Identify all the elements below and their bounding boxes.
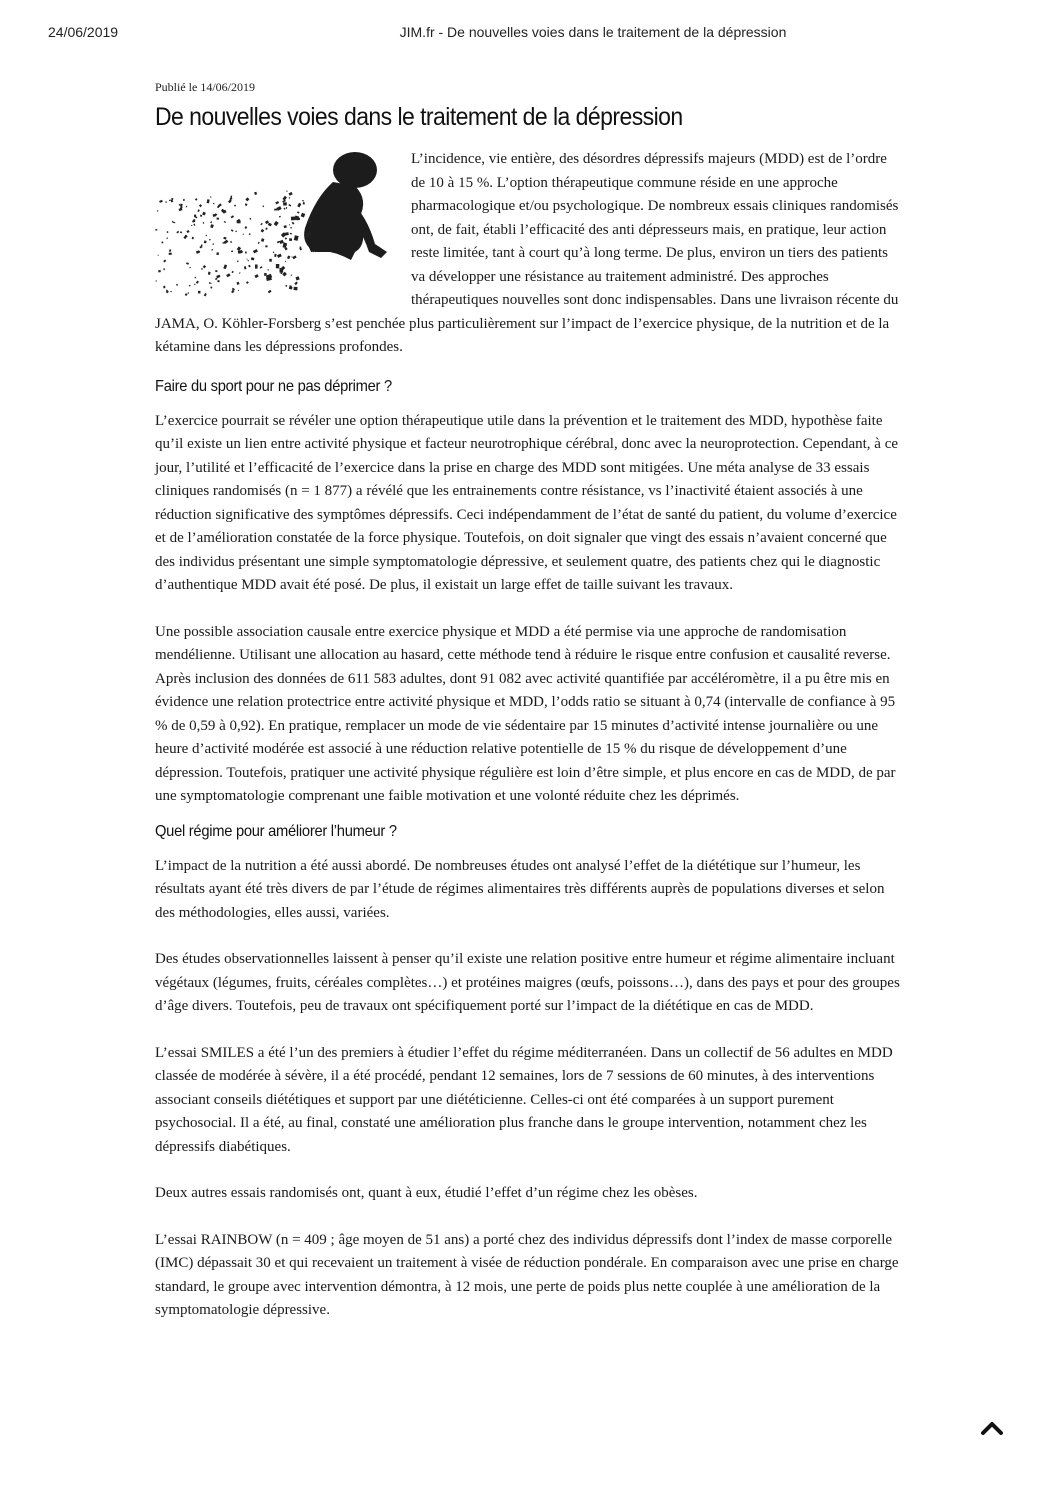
dissolve-particles — [155, 191, 314, 297]
person-silhouette — [304, 152, 387, 260]
section-diet-paragraph-2: Des études observationnelles laissent à penser qu’il existe une relation positive entre humeur et régime alimentaire incluant végétaux (légumes, fruits, céréales complètes…) et protéines maigres (œufs, poissons…), dans des pays et pour des groupes d’âge divers. Toutefois, peu de travaux ont spécifiquement porté sur l’impact de la diététique en cas de MDD. — [155, 951, 900, 1014]
dissolving-person-illustration — [155, 148, 395, 298]
article-intro — [155, 148, 903, 360]
scroll-to-top-button[interactable] — [980, 1418, 1004, 1438]
print-page-title: JIM.fr - De nouvelles voies dans le traitement de la dépression — [399, 24, 787, 40]
section-heading-diet: Quel régime pour améliorer l’humeur ? — [155, 822, 397, 840]
print-header — [0, 24, 1056, 44]
section-diet-paragraph-3: L’essai SMILES a été l’un des premiers à étudier l’effet du régime méditerranéen. Dans un collectif de 56 adultes en MDD classée de modérée à sévère, il a été procédé, pendant 12 semaines, lors de 7 sessions de 60 minutes, à des interventions associant conseils diététiques et support par une diététicienne. Celles-ci ont été comparées à un support purement psychosocial. Il a été, au final, constaté une amélioration plus franche dans le groupe intervention, notamment chez les dépressifs diabétiques. — [155, 1044, 893, 1155]
article-title: De nouvelles voies dans le traitement de la dépression — [155, 103, 683, 131]
section-heading-sport: Faire du sport pour ne pas déprimer ? — [155, 377, 392, 395]
print-date: 24/06/2019 — [48, 24, 119, 40]
section-diet-paragraph-5: L’essai RAINBOW (n = 409 ; âge moyen de 51 ans) a porté chez des individus dépressifs dont l’index de masse corporelle (IMC) dépassait 30 et qui recevaient un traitement à visée de réduction pondérale. En comparaison avec une prise en charge standard, le groupe avec intervention démontra, à 12 mois, une perte de poids plus nette couplée à une amélioration de la symptomatologie dépressive. — [155, 1231, 899, 1318]
intro-paragraph: L’incidence, vie entière, des désordres dépressifs majeurs (MDD) est de l’ordre de 10 à 15 %. L’option thérapeutique commune réside en une approche pharmacologique et/ou psychologique. De nombreux essais cliniques randomisés ont, de fait, établi l’efficacité des anti dépresseurs mais, en pratique, leur action reste limitée, tant à court qu’à long terme. De plus, environ un tiers des patients va développer une résistance au traitement administré. Des approches thérapeutiques nouvelles sont donc indispensables. Dans une livraison récente du JAMA, O. Köhler-Forsberg s’est penchée plus particulièrement sur l’impact de l’exercice physique, de la nutrition et de la kétamine dans les dépressions profondes. — [155, 151, 899, 355]
section-diet-paragraph-1: L’impact de la nutrition a été aussi abordé. De nombreuses études ont analysé l’effet de la diététique sur l’humeur, les résultats ayant été très divers de par l’étude de régimes alimentaires très différents auprès de populations diverses et selon des méthodologies, elles aussi, variées. — [155, 857, 885, 921]
chevron-up-icon — [980, 1418, 1004, 1438]
article — [155, 80, 903, 1346]
publication-date: Publié le 14/06/2019 — [155, 80, 255, 94]
section-diet-paragraph-4: Deux autres essais randomisés ont, quant à eux, étudié l’effet d’un régime chez les obèses. — [155, 1185, 698, 1201]
section-sport-paragraph-2: Une possible association causale entre exercice physique et MDD a été permise via une approche de randomisation mendélienne. Utilisant une allocation au hasard, cette méthode tend à réduire le risque entre confusion et causalité reverse. Après inclusion des données de 611 583 adultes, dont 91 082 avec activité quantifiée par accéléromètre, il a pu être mis en évidence une relation protectrice entre activité physique et MDD, l’odds ratio se situant à 0,74 (intervalle de confiance à 95 % de 0,59 à 0,92). En pratique, remplacer un mode de vie sédentaire par 15 minutes d’activité intense journalière ou une heure d’activité modérée est associé à une réduction relative potentielle de 15 % du risque de développement d’une dépression. Toutefois, pratiquer une activité physique régulière est loin d’être simple, et plus encore en cas de MDD, de par une symptomatologie comprenant une faible motivation et une volonté réduite chez les déprimés. — [155, 623, 896, 804]
section-sport-paragraph-1: L’exercice pourrait se révéler une option thérapeutique utile dans la prévention et le traitement des MDD, hypothèse faite qu’il existe un lien entre activité physique et facteur neurotrophique cérébral, donc avec la neuroprotection. Cependant, à ce jour, l’utilité et l’efficacité de l’exercice dans la prise en charge des MDD sont mitigées. Une méta analyse de 33 essais cliniques randomisés (n = 1 877) a révélé que les entrainements contre résistance, vs l’inactivité étaient associés à une réduction significative des symptômes dépressifs. Ceci indépendamment de l’état de santé du patient, du volume d’exercice et de l’amélioration constatée de la force physique. Toutefois, on doit signaler que vingt des essais n’avaient concerné que des individus présentant une simple symptomatologie dépressive, et seulement quatre, des patients chez qui le diagnostic d’authentique MDD avait été posé. De plus, il existait un large effet de taille suivant les travaux. — [155, 412, 899, 593]
